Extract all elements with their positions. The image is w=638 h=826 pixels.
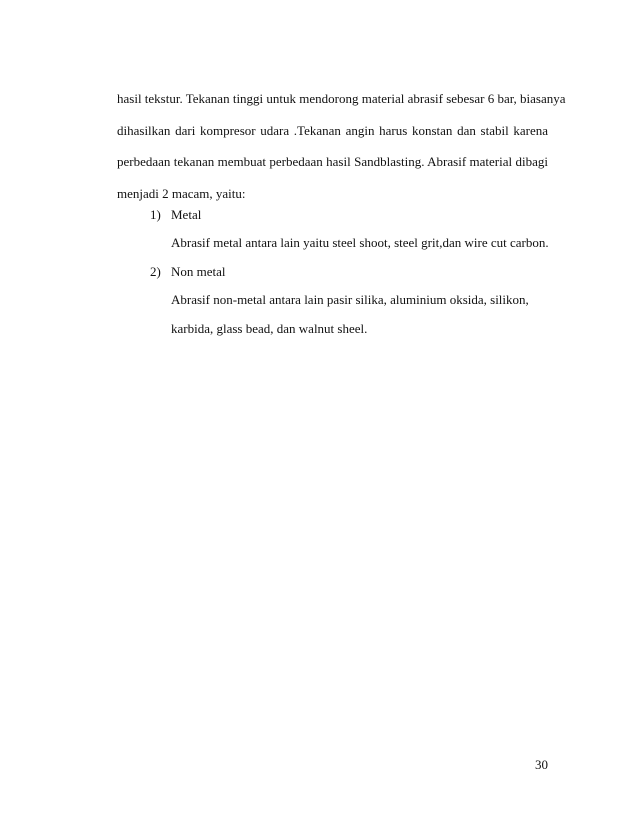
paragraph-line: hasil tekstur. Tekanan tinggi untuk mendorong material abrasif sebesar 6 bar, biasanya bbox=[117, 91, 566, 106]
list-item-number: 2) bbox=[150, 264, 161, 279]
list-item-number: 1) bbox=[150, 207, 161, 222]
list-item-label: Non metal bbox=[171, 264, 226, 279]
list-item-description: Abrasif metal antara lain yaitu steel shoot, steel grit,dan wire cut carbon. bbox=[171, 235, 549, 250]
paragraph-line: dihasilkan dari kompresor udara .Tekanan angin harus konstan dan stabil karena bbox=[117, 123, 548, 138]
list-item-label: Metal bbox=[171, 207, 202, 222]
paragraph-line: perbedaan tekanan membuat perbedaan hasil Sandblasting. Abrasif material dibagi bbox=[117, 154, 548, 169]
list-item-description: Abrasif non-metal antara lain pasir silika, aluminium oksida, silikon, bbox=[171, 292, 529, 307]
paragraph-line: menjadi 2 macam, yaitu: bbox=[117, 186, 246, 201]
list-item-description: karbida, glass bead, dan walnut sheel. bbox=[171, 321, 368, 336]
page-number: 30 bbox=[535, 757, 548, 772]
